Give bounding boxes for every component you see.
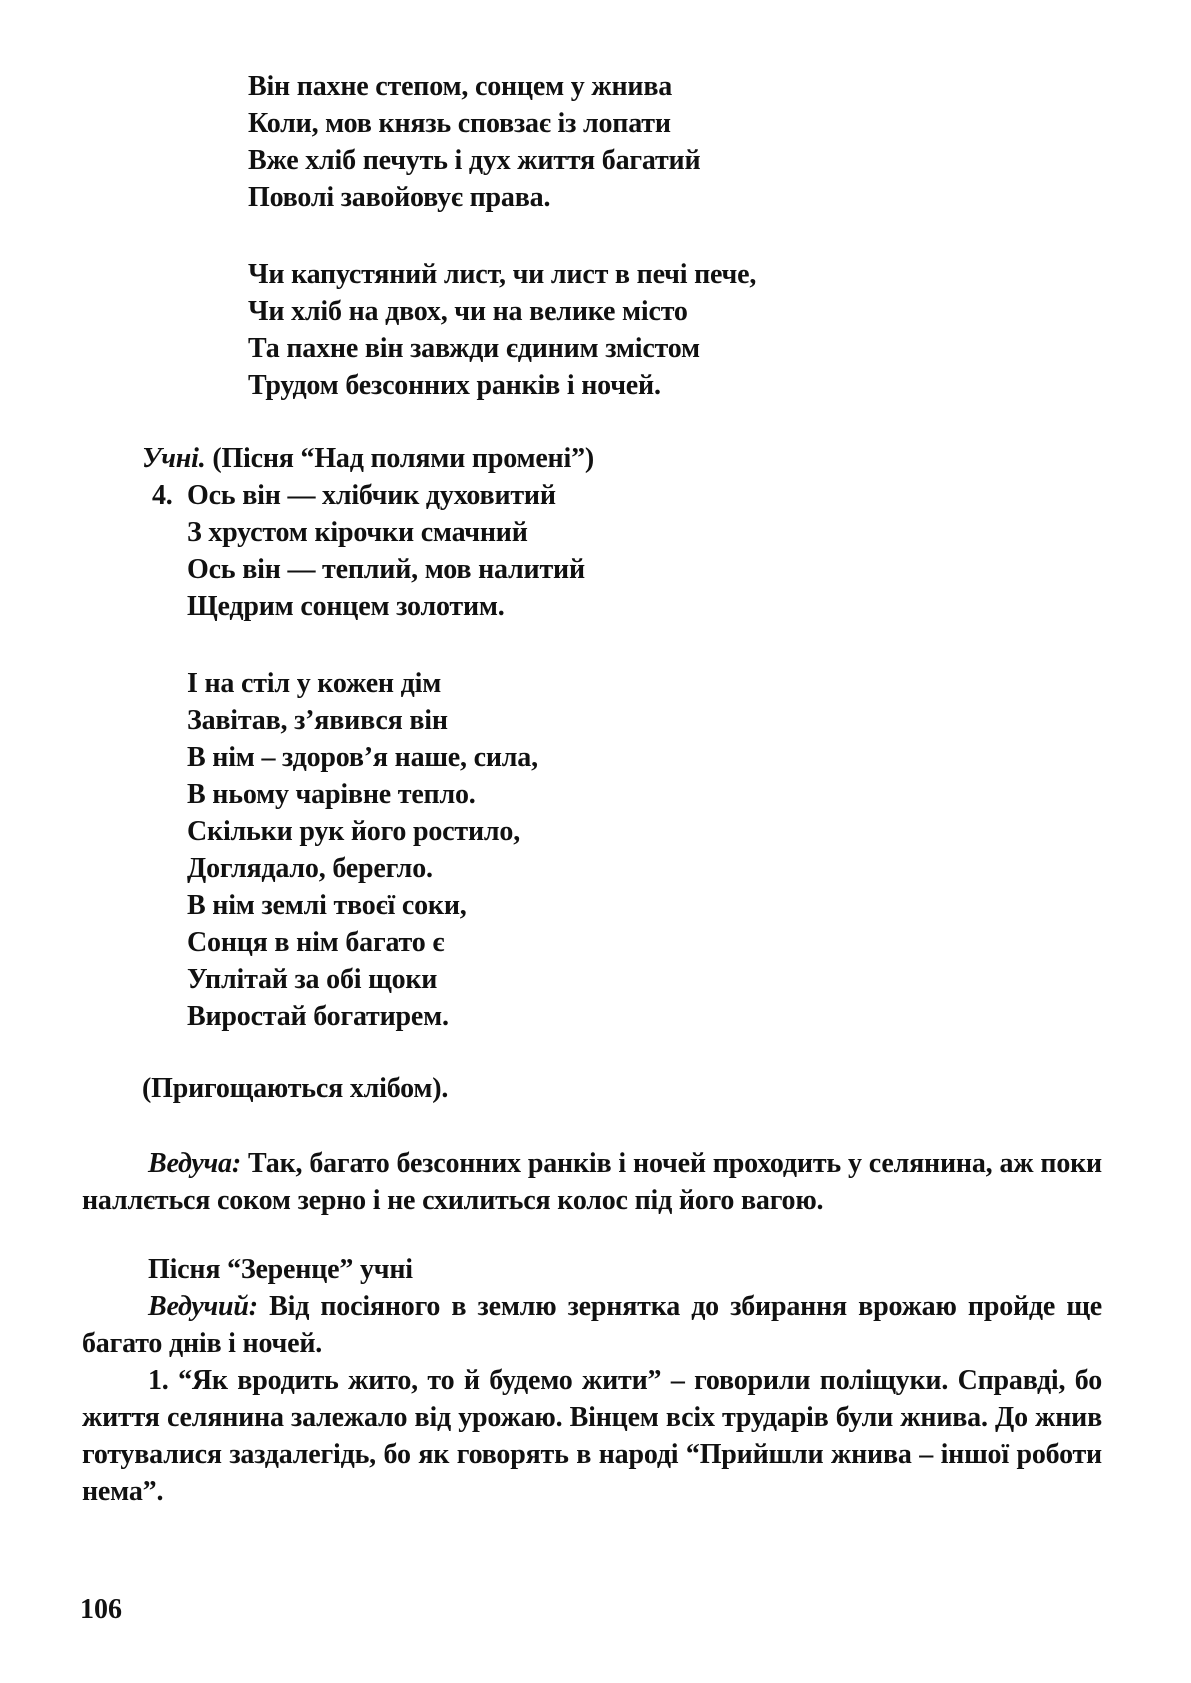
host-female-paragraph	[82, 1145, 1102, 1219]
verse-line: Сонця в нім багато є	[187, 927, 445, 958]
verse-line: В ньому чарівне тепло.	[187, 779, 476, 810]
poem-line: Коли, мов князь сповзає із лопати	[248, 108, 671, 139]
poem-line: Трудом безсонних ранків і ночей.	[248, 370, 661, 401]
poem-line: Чи капустяний лист, чи лист в печі пече,	[248, 259, 757, 290]
host-male-paragraph	[82, 1288, 1102, 1362]
verse-line: Уплітай за обі щоки	[187, 964, 438, 995]
song-verse-1	[187, 477, 585, 625]
speech-text: Від посіяного в землю зернятка до збирання врожаю пройде ще багато днів і ночей.	[82, 1291, 1102, 1359]
speaker-label: Учні.	[142, 443, 206, 474]
speaker-label: Ведучий:	[148, 1291, 258, 1322]
verse-line: В нім землі твоєї соки,	[187, 890, 467, 921]
song-heading: Пісня “Зеренце” учні	[148, 1254, 413, 1285]
speech-text: Так, багато безсонних ранків і ночей проходить у селянина, аж поки наллється соком зерно і не схилиться колос під його вагою.	[82, 1148, 1102, 1216]
body-paragraph: 1. “Як вродить жито, то й будемо жити” – говорили поліщуки. Справді, бо життя селянина залежало від урожаю. Вінцем всіх трударів були жнива. До жнив готувалися заздалегідь, бо як говорять в народі “Прийшли жнива – іншої роботи нема”.	[82, 1365, 1102, 1507]
song-heading	[142, 440, 594, 477]
song-verse-2	[187, 665, 538, 1035]
poem-line: Чи хліб на двох, чи на велике місто	[248, 296, 688, 327]
verse-line: Скільки рук його ростило,	[187, 816, 520, 847]
poem-stanza-1	[248, 68, 700, 216]
song-title: (Пісня “Над полями промені”)	[212, 443, 594, 474]
verse-line: Завітав, з’явився він	[187, 705, 448, 736]
verse-line: Ось він — теплий, мов налитий	[187, 554, 585, 585]
verse-line: Доглядало, берегло.	[187, 853, 433, 884]
stage-direction: (Пригощаються хлібом).	[142, 1073, 449, 1104]
verse-line: Ось він — хлібчик духовитий	[187, 480, 556, 511]
verse-line: Виростай богатирем.	[187, 1001, 449, 1032]
page-number: 106	[80, 1594, 122, 1625]
poem-line: Поволі завойовує права.	[248, 182, 551, 213]
verse-line: І на стіл у кожен дім	[187, 668, 442, 699]
poem-stanza-2	[248, 256, 756, 404]
verse-number: 4.	[152, 480, 173, 511]
verse-line: Щедрим сонцем золотим.	[187, 591, 505, 622]
speaker-label: Ведуча:	[148, 1148, 241, 1179]
poem-line: Вже хліб печуть і дух життя багатий	[248, 145, 701, 176]
poem-line: Та пахне він завжди єдиним змістом	[248, 333, 700, 364]
poem-line: Він пахне степом, сонцем у жнива	[248, 71, 673, 102]
verse-line: З хрустом кірочки смачний	[187, 517, 528, 548]
verse-line: В нім – здоров’я наше, сила,	[187, 742, 538, 773]
